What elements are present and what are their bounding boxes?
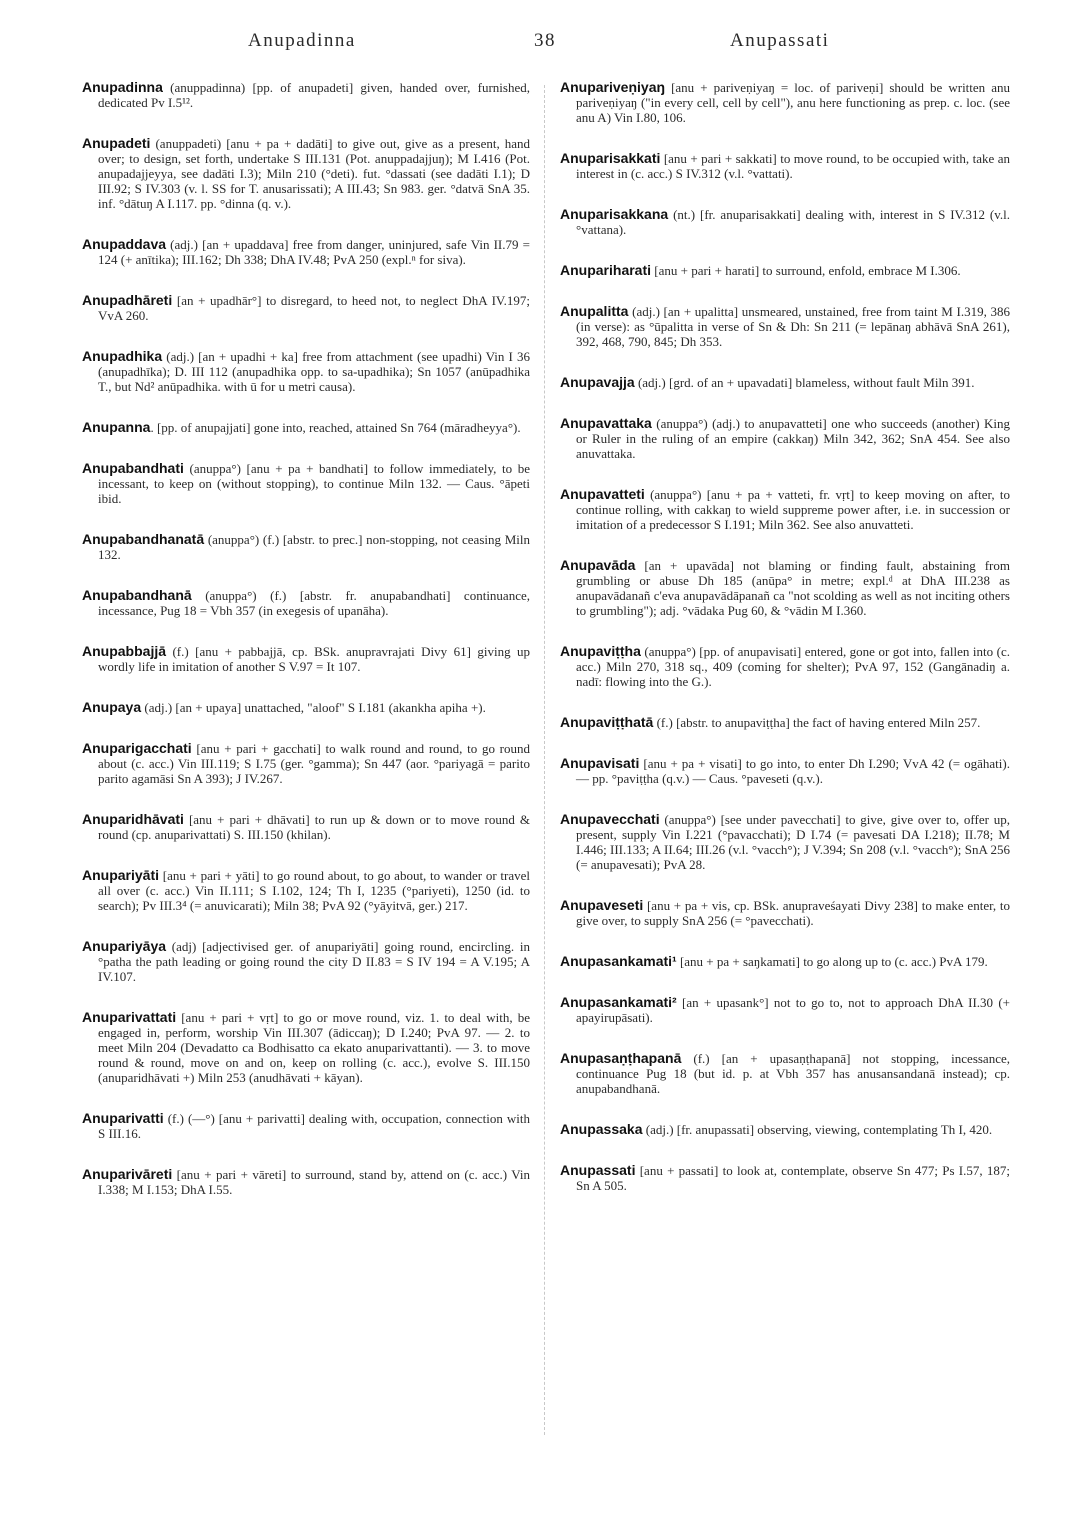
entry-definition: (anuppa°) (f.) [abstr. to prec.] non-stopping, not ceasing Miln 132. [98, 532, 530, 562]
left-column [82, 80, 530, 1197]
entry-headword: Anupanna [82, 419, 151, 435]
entry-definition: (adj.) [an + upadhi + ka] free from attachment (see upadhi) Vin I 36 (anupadhīka); D. III 112 (anupadhika opp. to sa-upadhika); Sn 1057 (anūpadhika T., but Nd² anūpadhika. with ū for u metri causa). [98, 349, 530, 394]
entry-headword: Anupalitta [560, 303, 629, 319]
entry-headword: Anuparisakkana [560, 206, 669, 222]
entry-definition: (adj.) [fr. anupassati] observing, viewing, contemplating Th I, 420. [642, 1122, 993, 1137]
entry-headword: Anupavattaka [560, 415, 652, 431]
dictionary-entry [560, 80, 1010, 125]
column-divider [544, 85, 545, 1435]
entry-definition: [anu + pari + harati] to surround, enfold, embrace M I.306. [651, 263, 961, 278]
dictionary-entry [82, 1167, 530, 1197]
header-right-word: Anupassati [730, 30, 830, 51]
entry-definition: [anu + pari + yāti] to go round about, to go about, to wander or travel all over (c. acc.) Vin II.111; S I.102, 124; Th I, 1235 (°pariyeti), 1250 (id. to search); Pv III.3⁴ (= anuvicarati); Miln 38; PvA 92 (°yāyitvā, ger.) 217. [98, 868, 530, 913]
dictionary-entry [560, 812, 1010, 872]
entry-definition: (anuppadeti) [anu + pa + dadāti] to give out, give as a present, hand over; to design, set forth, undertake S III.131 (Pot. anuppadajjuŋ); M I.416 (Pot. anupadajjeyya, see dadāti I.3); Miln 210 (°deti). fut. °dassati (see dadāti I.1); D III.92; S IV.303 (v. l. SS for T. anusarissati); A III.43; Sn 983. ger. °datvā SnA 35. inf. °dātuŋ A I.117. pp. °dinna (q. v.). [98, 136, 530, 211]
entry-headword: Anupaviṭṭha [560, 643, 641, 659]
entry-headword: Anupariyāti [82, 867, 160, 883]
entry-headword: Anuparisakkati [560, 150, 661, 166]
entry-headword: Anupabandhanatā [82, 531, 205, 547]
entry-headword: Anupavāda [560, 557, 636, 573]
entry-headword: Anupadhika [82, 348, 163, 364]
dictionary-entry [82, 588, 530, 618]
dictionary-entry [82, 532, 530, 562]
dictionary-entry [560, 1051, 1010, 1096]
dictionary-entry [560, 954, 1010, 969]
entry-headword: Anupariharati [560, 262, 652, 278]
entry-definition: [anu + passati] to look at, contemplate, observe Sn 477; Ps I.57, 187; Sn A 505. [576, 1163, 1010, 1193]
entry-definition: (adj.) [an + upalitta] unsmeared, unstained, free from taint M I.319, 386 (in verse): as °ūpalitta in verse of Sn & Dh: Sn 211 (= lepānaŋ abhāvā SnA 261), 392, 468, 790, 845; Dh 353. [576, 304, 1010, 349]
entry-headword: Anupassaka [560, 1121, 643, 1137]
dictionary-entry [560, 304, 1010, 349]
entry-definition: (adj.) [grd. of an + upavadati] blameless, without fault Miln 391. [634, 375, 975, 390]
entry-headword: Anupavatteti [560, 486, 645, 502]
dictionary-entry [82, 812, 530, 842]
dictionary-entry [82, 644, 530, 674]
dictionary-entry [560, 756, 1010, 786]
dictionary-entry [82, 1111, 530, 1141]
dictionary-entry [82, 136, 530, 211]
entry-definition: (adj) [adjectivised ger. of anupariyāti] going round, encircling. in °patha the path leading or going round the city D II.83 = S IV 194 = A V.195; A IV.107. [98, 939, 530, 984]
dictionary-entry [560, 375, 1010, 390]
dictionary-entry [82, 700, 530, 715]
right-column [560, 80, 1010, 1193]
dictionary-entry [560, 151, 1010, 181]
entry-headword: Anupadhāreti [82, 292, 173, 308]
entry-definition: (anuppa°) [see under pavecchati] to give, give over to, offer up, present, supply Vin I.221 (°pavacchati); D I.74 (= pavesati DA I.218); II.78; M I.446; III.133; A II.64; III.26 (v.l. °vacch°); J V.394; Sn 208 (v.l. °vacch°); SnA 256 (= anupavesati); PvA 28. [576, 812, 1010, 872]
dictionary-entry [560, 487, 1010, 532]
dictionary-entry [82, 939, 530, 984]
entry-definition: (anuppa°) (f.) [abstr. fr. anupabandhati] continuance, incessance, Pug 18 = Vbh 357 (in exegesis of upanāha). [98, 588, 530, 618]
dictionary-entry [560, 207, 1010, 237]
entry-definition: . [pp. of anupajjati] gone into, reached, attained Sn 764 (māradheyya°). [150, 420, 521, 435]
entry-headword: Anupadeti [82, 135, 151, 151]
entry-definition: (anuppa°) [anu + pa + vatteti, fr. vṛt] to keep moving on after, to continue rolling, with cakkaŋ to wield suppreme power after, i.e. in succession or imitation of a predecessor S I.191; Miln 362. See also anuvatteti. [576, 487, 1010, 532]
entry-definition: (f.) (—°) [anu + parivatti] dealing with, occupation, connection with S III.16. [98, 1111, 530, 1141]
header-left-word: Anupadinna [248, 30, 356, 51]
dictionary-entry [560, 558, 1010, 618]
entry-definition: (anuppa°) (adj.) to anupavatteti] one who succeeds (another) King or Ruler in the ruling of an empire (cakkaŋ) Miln 342, 362; SnA 454. See also anuvattaka. [576, 416, 1010, 461]
entry-headword: Anupariveṇiyaŋ [560, 79, 666, 95]
entry-definition: (anuppadinna) [pp. of anupadeti] given, handed over, furnished, dedicated Pv I.5¹². [98, 80, 530, 110]
entry-definition: (adj.) [an + upaddava] free from danger, uninjured, safe Vin II.79 = 124 (+ anītika); III.162; Dh 338; DhA IV.48; PvA 250 (expl.ⁿ for siva). [98, 237, 530, 267]
entry-definition: [anu + pari + dhāvati] to run up & down or to move round & round (cp. anuparivattati) S. III.150 (khilan). [98, 812, 530, 842]
dictionary-entry [82, 349, 530, 394]
entry-headword: Anupaviṭṭhatā [560, 714, 654, 730]
entry-headword: Anupassati [560, 1162, 636, 1178]
dictionary-entry [82, 420, 530, 435]
dictionary-entry [560, 715, 1010, 730]
entry-definition: [anu + pari + vṛt] to go or move round, viz. 1. to deal with, be engaged in, perform, worship Vin III.307 (ādiccaŋ); D I.240; PvA 97. — 2. to meet Miln 204 (Devadatto ca Bodhisatto ca ekato anuparivattanti). — 3. to move round & round, move on and on, keep on rolling (c. acc.), evolve S. III.150 (anuparidhāvati +) Miln 253 (anudhāvati + kāyan). [98, 1010, 530, 1085]
dictionary-entry [560, 898, 1010, 928]
entry-definition: (f.) [abstr. to anupaviṭṭha] the fact of having entered Miln 257. [653, 715, 981, 730]
entry-definition: [anu + pa + vis, cp. BSk. anupraveśayati Divy 238] to make enter, to give over, to supply SnA 256 (= °pavecchati). [576, 898, 1010, 928]
entry-headword: Anupabandhati [82, 460, 184, 476]
entry-headword: Anupaya [82, 699, 142, 715]
entry-definition: [anu + pari + sakkati] to move round, to be occupied with, take an interest in (c. acc.) S IV.312 (v.l. °vattati). [576, 151, 1010, 181]
entry-headword: Anupasaṇṭhapanā [560, 1050, 682, 1066]
dictionary-entry [82, 868, 530, 913]
entry-definition: [an + upadhār°] to disregard, to heed not, to neglect DhA IV.197; VvA 260. [98, 293, 530, 323]
dictionary-entry [560, 1163, 1010, 1193]
entry-definition: [an + upavāda] not blaming or finding fault, abstaining from grumbling or abuse Dh 185 (anūpa° in metre; expl.ᵈ at DhA III.238 as anupavādanañ c'eva anupavādāpanañ ca "not scolding as well as not inciting others to grumbling"); adj. °vādaka Pug 60, & °vādin M I.360. [576, 558, 1010, 618]
entry-definition: [anu + pariveṇiyaŋ = loc. of pariveṇi] should be written anu pariveṇiyaŋ ("in every cell, cell by cell"), anu here functioning as prep. c. loc. (see anu A) Vin I.80, 106. [576, 80, 1010, 125]
page-number: 38 [534, 30, 556, 51]
entry-headword: Anupavisati [560, 755, 640, 771]
entry-definition: (f.) [an + upasaṇṭhapanā] not stopping, incessance, continuance Pug 18 (but id. p. at Vbh 357 has anusansandanā instead); cp. anupabandhanā. [576, 1051, 1010, 1096]
dictionary-entry [560, 644, 1010, 689]
dictionary-entry [560, 416, 1010, 461]
entry-definition: [anu + pari + vāreti] to surround, stand by, attend on (c. acc.) Vin I.338; M I.153; DhA I.55. [98, 1167, 530, 1197]
entry-headword: Anupaveseti [560, 897, 644, 913]
entry-headword: Anupavajja [560, 374, 635, 390]
entry-headword: Anuparivāreti [82, 1166, 173, 1182]
entry-definition: (adj.) [an + upaya] unattached, "aloof" S I.181 (akankha apiha +). [141, 700, 486, 715]
entry-headword: Anuparigacchati [82, 740, 192, 756]
entry-definition: (nt.) [fr. anuparisakkati] dealing with, interest in S IV.312 (v.l. °vattana). [576, 207, 1010, 237]
dictionary-entry [82, 293, 530, 323]
entry-headword: Anupasankamati¹ [560, 953, 677, 969]
entry-headword: Anupavecchati [560, 811, 660, 827]
dictionary-entry [560, 995, 1010, 1025]
entry-definition: [anu + pa + visati] to go into, to enter Dh I.290; VvA 42 (= ogāhati). — pp. °paviṭṭha (q.v.) — Caus. °paveseti (q.v.). [576, 756, 1010, 786]
entry-definition: (anuppa°) [pp. of anupavisati] entered, gone or got into, fallen into (c. acc.) Miln 270, 318 sq., 409 (coming for shelter); PvA 97, 152 (Gangānadiŋ a. nadī: flowing into the G.). [576, 644, 1010, 689]
entry-headword: Anupadinna [82, 79, 163, 95]
entry-definition: [anu + pa + saŋkamati] to go along up to (c. acc.) PvA 179. [676, 954, 988, 969]
entry-definition: (anuppa°) [anu + pa + bandhati] to follow immediately, to be incessant, to keep on (without stopping), to continue Miln 132. — Caus. °āpeti ibid. [98, 461, 530, 506]
dictionary-entry [82, 1010, 530, 1085]
entry-headword: Anupariyāya [82, 938, 167, 954]
dictionary-entry [82, 461, 530, 506]
dictionary-entry [560, 263, 1010, 278]
entry-definition: [an + upasank°] not to go to, not to approach DhA II.30 (+ apayirupāsati). [576, 995, 1010, 1025]
entry-headword: Anupaddava [82, 236, 167, 252]
entry-definition: [anu + pari + gacchati] to walk round and round, to go round about (c. acc.) Vin III.119; S I.75 (ger. °gamma); Sn 447 (aor. °pariyagā = parito parito agamāsi Sn A 393); J IV.267. [98, 741, 530, 786]
dictionary-entry [82, 80, 530, 110]
dictionary-entry [82, 237, 530, 267]
dictionary-entry [82, 741, 530, 786]
entry-headword: Anupasankamati² [560, 994, 677, 1010]
entry-headword: Anupabandhanā [82, 587, 192, 603]
entry-headword: Anupabbajjā [82, 643, 167, 659]
page-header [0, 30, 1073, 60]
entry-definition: (f.) [anu + pabbajjā, cp. BSk. anupravrajati Divy 61] giving up wordly life in imitation of another S V.97 = It 107. [98, 644, 530, 674]
dictionary-entry [560, 1122, 1010, 1137]
entry-headword: Anuparivatti [82, 1110, 164, 1126]
entry-headword: Anuparidhāvati [82, 811, 184, 827]
entry-headword: Anuparivattati [82, 1009, 177, 1025]
